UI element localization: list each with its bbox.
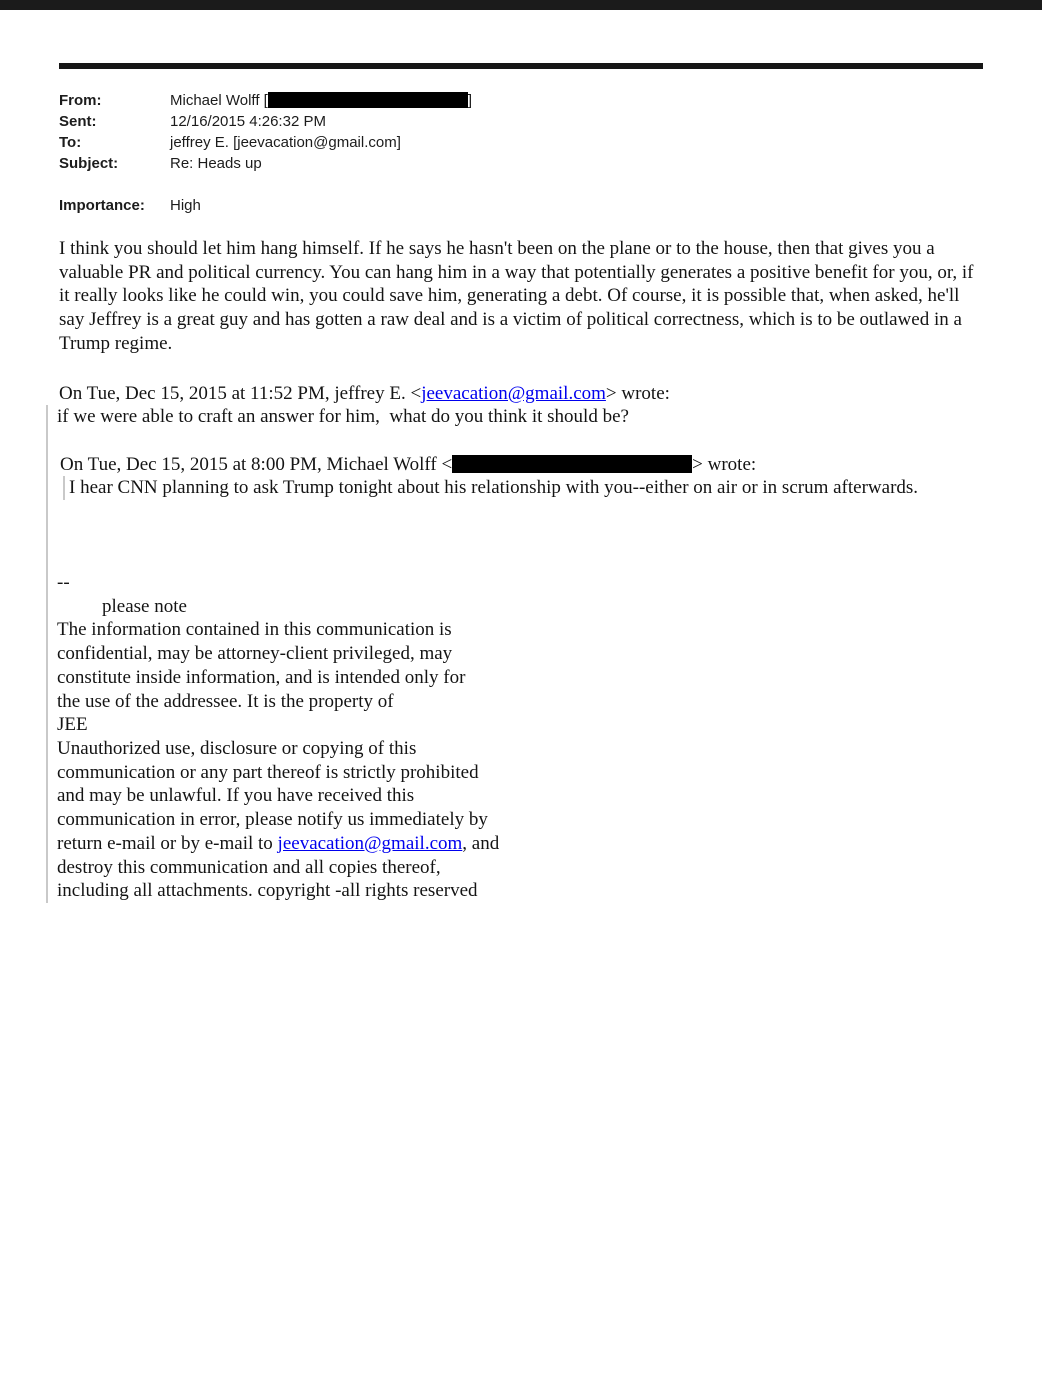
email-body-paragraph: I think you should let him hang himself. If he says he hasn't been on the plane or to the house, then that gives you a valuable PR and political currency. You can hang him in a way that potentially generates a positive benefit for you, or, if it really looks like he could win, you could save him, generating a debt. Of course, it is possible that, when asked, he'll say Jeffrey is a great guy and has gotten a raw deal and is a victim of political correctness, which is to be outlawed in a Trump regime. <box>59 238 974 354</box>
header-field-subject <box>59 153 987 174</box>
disclaimer-email-link[interactable]: jeevacation@gmail.com <box>277 832 463 854</box>
quoted-reply-text: if we were able to craft an answer for him, what do you think it should be? <box>57 406 629 428</box>
header-label-sent: Sent: <box>59 113 97 130</box>
signature-delimiter: -- <box>57 572 70 594</box>
disclaimer-link-prefix: return e-mail or by e-mail to <box>57 832 278 854</box>
header-label-to: To: <box>59 134 82 151</box>
blockquote-level-1 <box>46 405 987 903</box>
disclaimer-line: communication or any part thereof is strictly prohibited <box>57 761 479 783</box>
header-field-to <box>59 132 987 153</box>
header-label-from: From: <box>59 92 102 109</box>
header-field-sent <box>59 111 987 132</box>
attribution-2-text: On Tue, Dec 15, 2015 at 8:00 PM, Michael Wolff < <box>60 453 453 475</box>
header-field-importance <box>59 195 987 216</box>
blank-line <box>57 429 987 453</box>
signature-block <box>57 571 987 903</box>
from-bracket-close: ] <box>467 92 472 109</box>
attribution-1-wrote: > wrote: <box>605 382 670 404</box>
blank-line <box>57 547 987 571</box>
attribution-1-text: On Tue, Dec 15, 2015 at 11:52 PM, jeffrey E. < <box>59 382 422 404</box>
disclaimer-line: JEE <box>57 714 88 736</box>
header-value-from <box>170 90 472 111</box>
redaction-box <box>452 455 692 473</box>
scan-edge-strip <box>0 0 1042 10</box>
disclaimer-line: the use of the addressee. It is the property of <box>57 690 394 712</box>
attribution-1-email-link[interactable]: jeevacation@gmail.com <box>421 382 606 404</box>
header-label-subject: Subject: <box>59 155 119 172</box>
blockquote-level-2 <box>63 476 987 500</box>
nested-quoted-text: I hear CNN planning to ask Trump tonight about his relationship with you--either on air or in scrum afterwards. <box>69 477 919 499</box>
quote-attribution-2 <box>57 453 987 477</box>
message-header <box>59 90 987 216</box>
header-value-to: jeffrey E. [jeevacation@gmail.com] <box>170 134 401 151</box>
blank-line <box>57 500 987 524</box>
from-name: Michael Wolff [ <box>170 92 268 109</box>
header-value-subject: Re: Heads up <box>170 155 262 172</box>
disclaimer-link-suffix: , and <box>462 832 500 854</box>
disclaimer-line: destroy this communication and all copies thereof, <box>57 856 441 878</box>
header-value-importance: High <box>170 197 201 214</box>
disclaimer-line: including all attachments. copyright -all rights reserved <box>57 880 478 902</box>
header-field-from <box>59 90 987 111</box>
signature-note: please note <box>102 595 187 617</box>
disclaimer-line: The information contained in this communication is <box>57 619 452 641</box>
disclaimer-line: confidential, may be attorney-client privileged, may <box>57 643 453 665</box>
header-divider-rule <box>59 63 983 69</box>
header-value-sent: 12/16/2015 4:26:32 PM <box>170 113 326 130</box>
disclaimer-line: and may be unlawful. If you have received this <box>57 785 415 807</box>
disclaimer-line: constitute inside information, and is intended only for <box>57 666 466 688</box>
header-label-importance: Importance: <box>59 197 145 214</box>
disclaimer-line-with-link <box>57 832 987 856</box>
attribution-2-wrote: > wrote: <box>692 453 757 475</box>
redaction-box <box>268 92 468 108</box>
blank-line <box>57 524 987 548</box>
disclaimer-line: communication in error, please notify us immediately by <box>57 809 488 831</box>
quote-attribution-1 <box>59 382 987 406</box>
disclaimer-line: Unauthorized use, disclosure or copying of this <box>57 738 417 759</box>
